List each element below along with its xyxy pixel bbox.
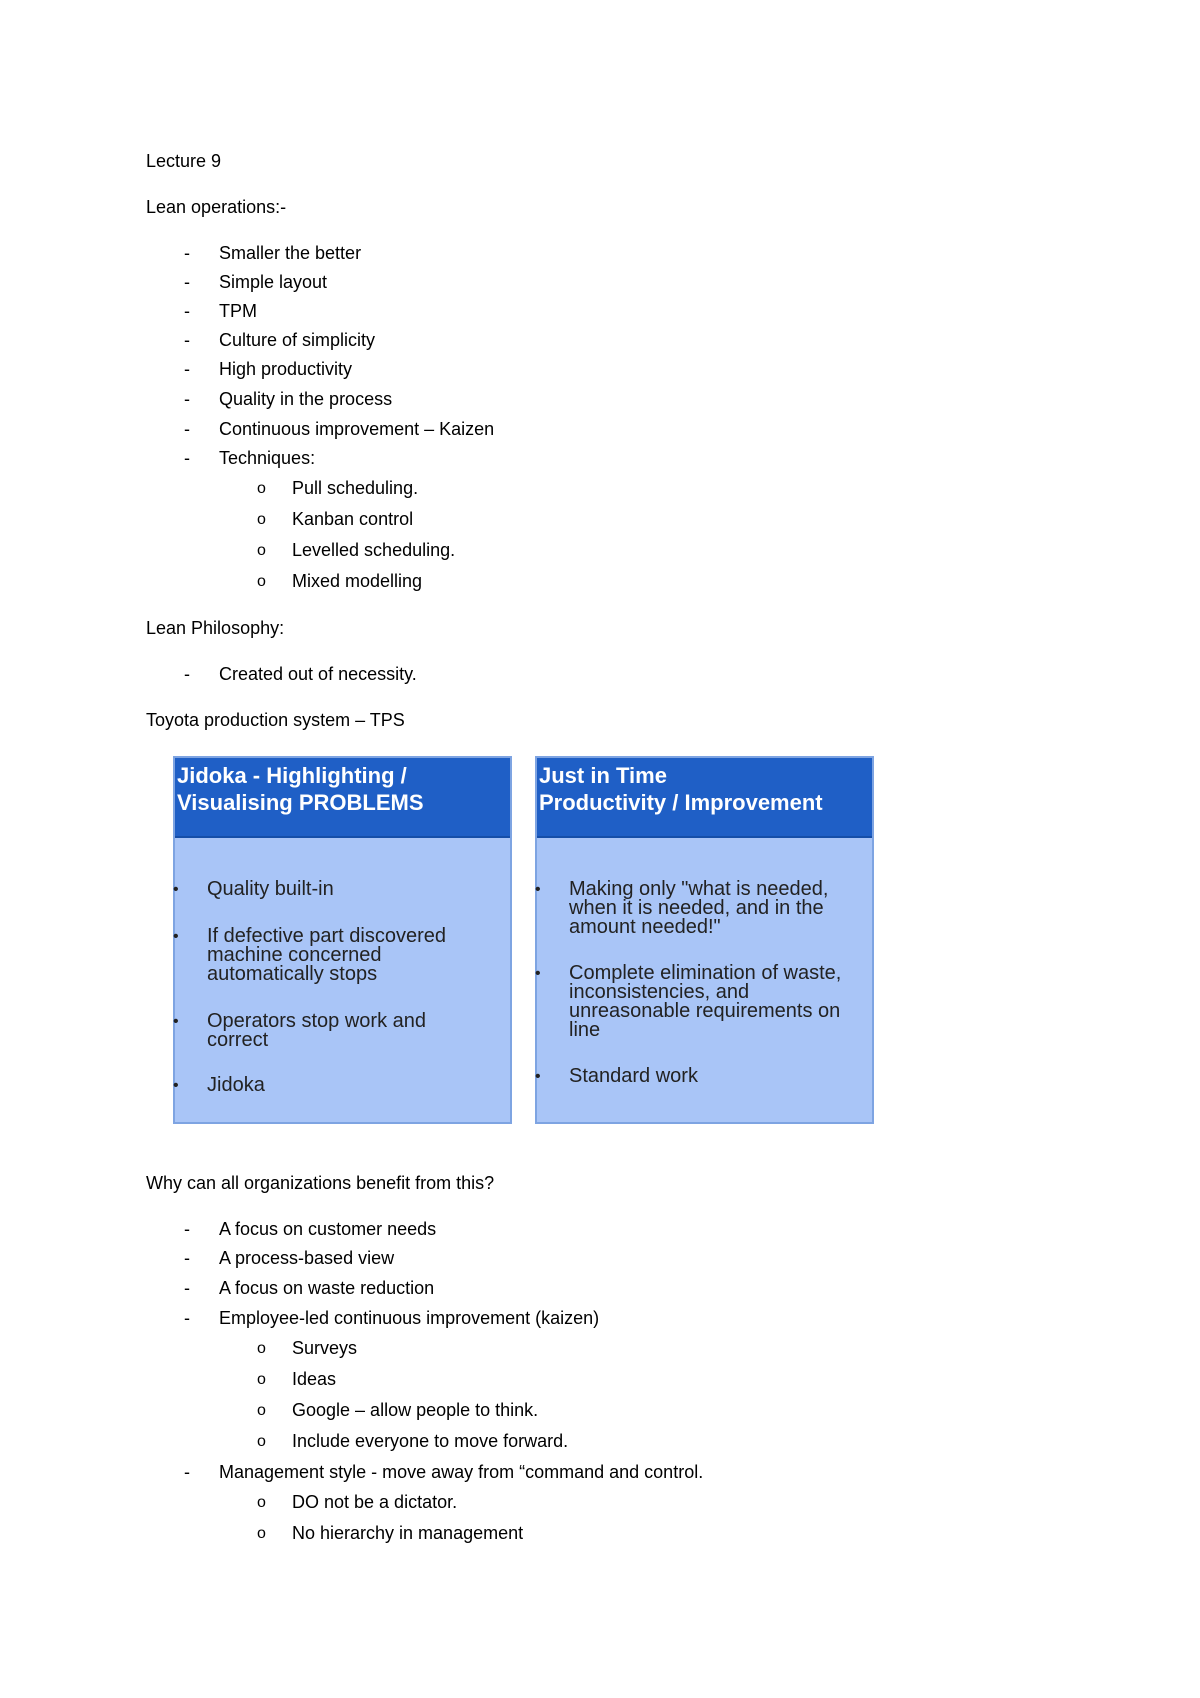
jit-item: • Making only "what is needed, when it is needed, and in the amount needed!" xyxy=(535,878,829,938)
just-in-time-box xyxy=(535,756,874,1124)
bullet-marker: • xyxy=(535,881,541,898)
jidoka-item: • Jidoka xyxy=(173,1074,265,1096)
list-marker: - xyxy=(184,1308,190,1328)
sublist-marker: o xyxy=(257,1371,266,1388)
list-marker: - xyxy=(184,1462,190,1482)
jidoka-item: • Operators stop work and correct xyxy=(173,1010,426,1051)
list-item: Smaller the better xyxy=(219,243,362,263)
bullet-marker: • xyxy=(535,965,541,982)
list-item: High productivity xyxy=(219,359,353,379)
sublist-item: Kanban control xyxy=(292,509,414,529)
bullet-marker: • xyxy=(173,928,179,945)
list-item: Continuous improvement – Kaizen xyxy=(219,419,495,439)
list-item: Quality in the process xyxy=(219,389,393,409)
list-item: Employee-led continuous improvement (kaizen) xyxy=(219,1308,600,1328)
sublist-marker: o xyxy=(257,542,266,559)
list-marker: - xyxy=(184,1278,190,1298)
sublist-marker: o xyxy=(257,1494,266,1511)
jidoka-item: • Quality built-in xyxy=(173,878,334,900)
lecture-title: Lecture 9 xyxy=(146,151,222,171)
lean-philosophy-heading: Lean Philosophy: xyxy=(146,618,285,638)
list-marker: - xyxy=(184,359,190,379)
bullet-marker: • xyxy=(173,881,179,898)
list-marker: - xyxy=(184,243,190,263)
bullet-marker: • xyxy=(173,1077,179,1094)
sublist-marker: o xyxy=(257,1525,266,1542)
list-marker: - xyxy=(184,301,190,321)
lean-operations-heading: Lean operations:- xyxy=(146,197,287,217)
jit-item: • Complete elimination of waste, inconsistencies, and unreasonable requirements on line xyxy=(535,962,842,1041)
sublist-item: Google – allow people to think. xyxy=(292,1400,539,1420)
sublist-item: No hierarchy in management xyxy=(292,1523,524,1543)
list-item: TPM xyxy=(219,301,257,321)
list-marker: - xyxy=(184,272,190,292)
list-item: Management style - move away from “command and control. xyxy=(219,1462,704,1482)
list-item: A focus on customer needs xyxy=(219,1219,437,1239)
bullet-marker: • xyxy=(535,1068,541,1085)
list-marker: - xyxy=(184,389,190,409)
jidoka-title-line2: Visualising PROBLEMS xyxy=(177,790,424,815)
list-item: Created out of necessity. xyxy=(219,664,417,684)
sublist-marker: o xyxy=(257,1433,266,1450)
tps-heading: Toyota production system – TPS xyxy=(146,710,405,730)
bullet-marker: • xyxy=(173,1013,179,1030)
jidoka-box-header xyxy=(175,758,510,838)
list-item: Techniques: xyxy=(219,448,316,468)
sublist-item: Surveys xyxy=(292,1338,358,1358)
sublist-item: Mixed modelling xyxy=(292,571,423,591)
sublist-item: Pull scheduling. xyxy=(292,478,419,498)
sublist-marker: o xyxy=(257,511,266,528)
list-marker: - xyxy=(184,419,190,439)
why-benefit-heading: Why can all organizations benefit from this? xyxy=(146,1173,495,1193)
sublist-marker: o xyxy=(257,1402,266,1419)
list-item: Simple layout xyxy=(219,272,328,292)
jidoka-title-line1: Jidoka - Highlighting / xyxy=(177,763,407,788)
list-item: Culture of simplicity xyxy=(219,330,376,350)
list-marker: - xyxy=(184,448,190,468)
sublist-marker: o xyxy=(257,480,266,497)
sublist-marker: o xyxy=(257,1340,266,1357)
list-item: A process-based view xyxy=(219,1248,395,1268)
jit-title-line1: Just in Time xyxy=(539,763,667,788)
sublist-item: Levelled scheduling. xyxy=(292,540,456,560)
jidoka-item: • If defective part discovered machine concerned automatically stops xyxy=(173,925,447,985)
sublist-item: Ideas xyxy=(292,1369,337,1389)
jit-item: • Standard work xyxy=(535,1065,698,1087)
sublist-marker: o xyxy=(257,573,266,590)
list-marker: - xyxy=(184,1248,190,1268)
list-marker: - xyxy=(184,664,190,684)
just-in-time-box-header xyxy=(537,758,872,838)
sublist-item: DO not be a dictator. xyxy=(292,1492,458,1512)
list-item: A focus on waste reduction xyxy=(219,1278,435,1298)
list-marker: - xyxy=(184,1219,190,1239)
jit-title-line2: Productivity / Improvement xyxy=(539,790,823,815)
list-marker: - xyxy=(184,330,190,350)
sublist-item: Include everyone to move forward. xyxy=(292,1431,569,1451)
jidoka-box xyxy=(173,756,512,1124)
